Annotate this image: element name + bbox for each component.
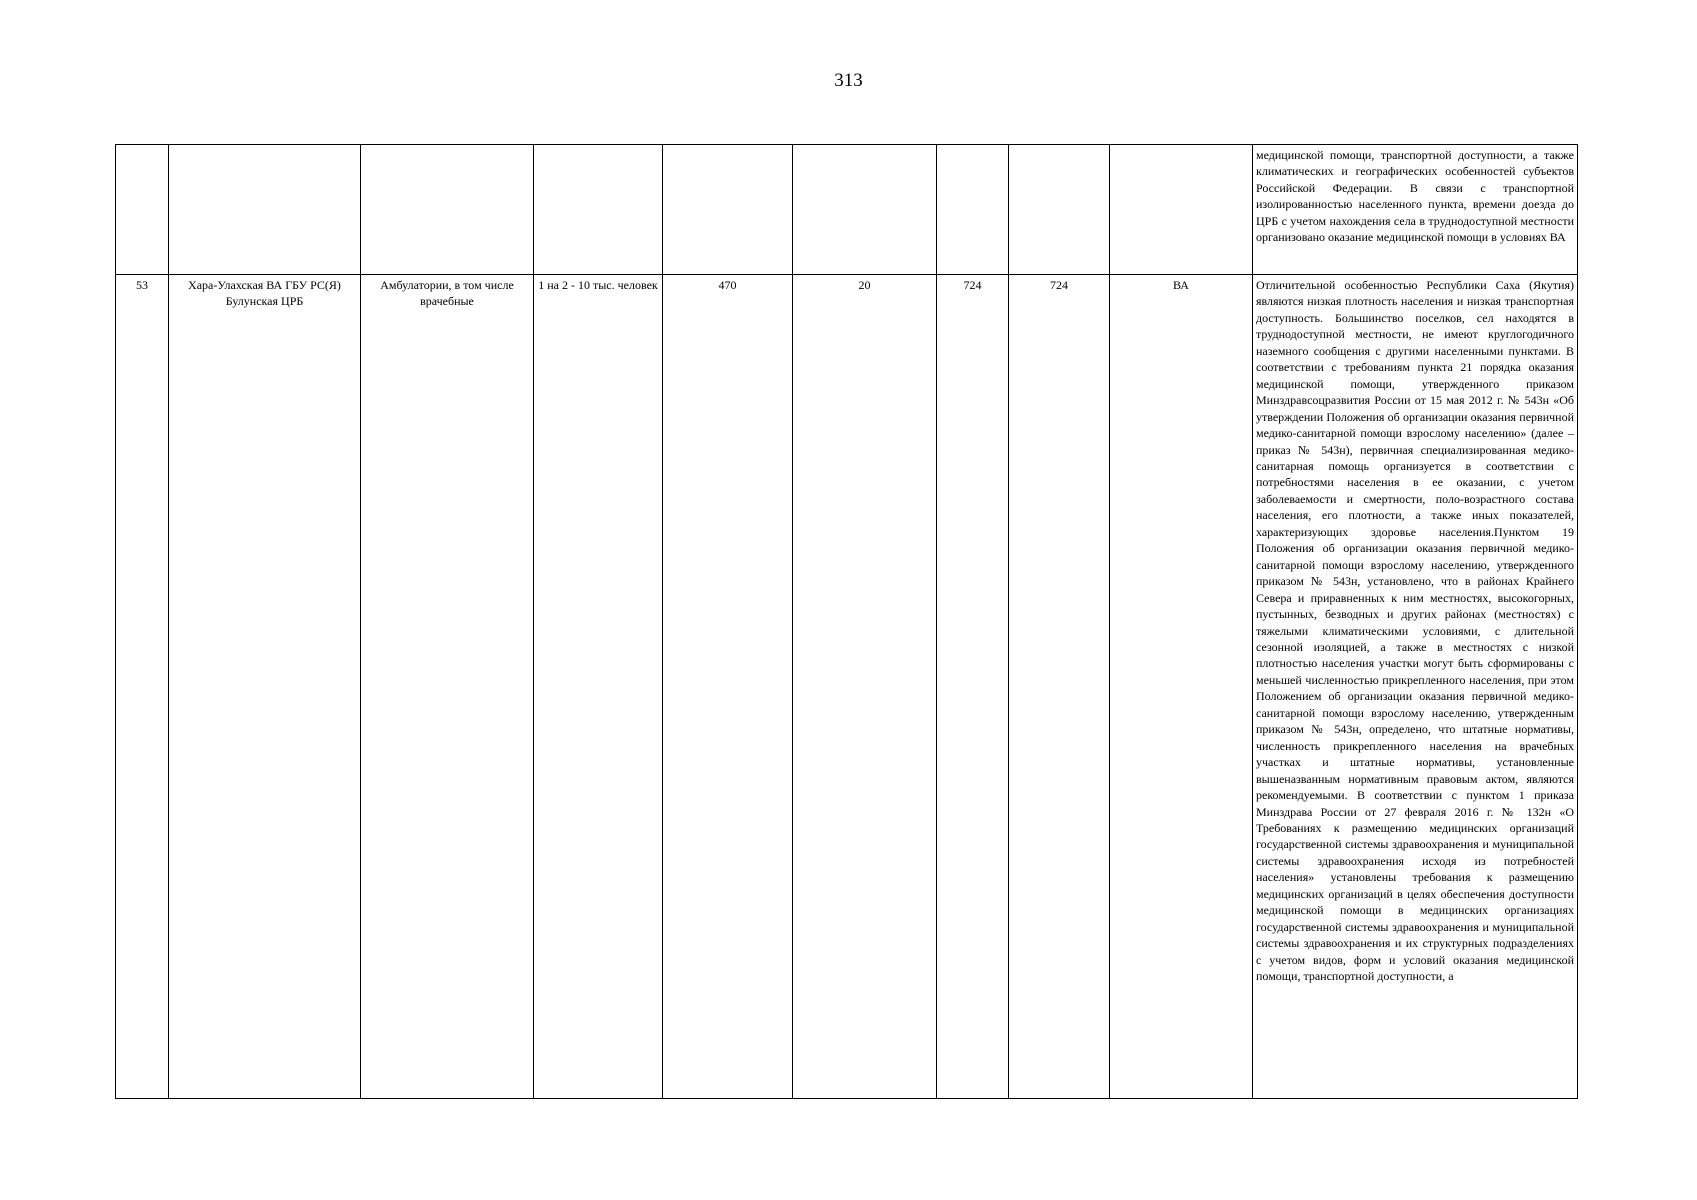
table-row	[116, 145, 1578, 275]
value-2	[1009, 145, 1110, 275]
distance	[793, 145, 937, 275]
category: ВА	[1110, 275, 1253, 1099]
facility-name: Хара-Улахская ВА ГБУ РС(Я) Булунская ЦРБ	[169, 275, 361, 1099]
facility-norm	[534, 145, 663, 275]
value-1: 724	[937, 275, 1009, 1099]
category	[1110, 145, 1253, 275]
population: 470	[663, 275, 793, 1099]
facility-type	[361, 145, 534, 275]
table-row	[116, 275, 1578, 1099]
value-1	[937, 145, 1009, 275]
population	[663, 145, 793, 275]
facility-type: Амбулатории, в том числе врачебные	[361, 275, 534, 1099]
distance: 20	[793, 275, 937, 1099]
row-number	[116, 145, 169, 275]
facilities-table	[115, 144, 1578, 1099]
facility-norm: 1 на 2 - 10 тыс. человек	[534, 275, 663, 1099]
page-number: 313	[834, 70, 863, 91]
facility-name	[169, 145, 361, 275]
row-number: 53	[116, 275, 169, 1099]
justification-text: медицинской помощи, транспортной доступности, а также климатических и географических особенностей субъектов Российской Федерации. В связи с транспортной изолированностью населенного пункта, времени доезда до ЦРБ с учетом нахождения села в труднодоступной местности организовано оказание медицинской помощи в условиях ВА	[1253, 145, 1578, 275]
justification-text: Отличительной особенностью Республики Саха (Якутия) являются низкая плотность населения и низкая транспортная доступность. Большинство поселков, сел находятся в труднодоступной местности, не имеют круглогодичного наземного сообщения с другими населенными пунктами. В соответствии с требованиям пункта 21 порядка оказания медицинской помощи, утвержденного приказом Минздравсоцразвития России от 15 мая 2012 г. № 543н «Об утверждении Положения об организации оказания первичной медико-санитарной помощи взрослому населению» (далее – приказ № 543н), первичная специализированная медико-санитарная помощь организуется в соответствии с потребностями населения в ее оказании, с учетом заболеваемости и смертности, поло-возрастного состава населения, его плотности, а также иных показателей, характеризующих здоровье населения.Пунктом 19 Положения об организации оказания первичной медико-санитарной помощи взрослому населению, утвержденного приказом № 543н, установлено, что в районах Крайнего Севера и приравненных к ним местностях, высокогорных, пустынных, безводных и других районах (местностях) с тяжелыми климатическими условиями, с длительной сезонной изоляцией, а также в местностях с низкой плотностью населения участки могут быть сформированы с меньшей численностью прикрепленного населения, при этом Положением об организации оказания первичной медико-санитарной помощи взрослому населению, утвержденным приказом № 543н, определено, что штатные нормативы, численность прикрепленного населения на врачебных участках и штатные нормативы, установленные вышеназванным нормативным правовым актом, являются рекомендуемыми. В соответствии с пунктом 1 приказа Минздрава России от 27 февраля 2016 г. № 132н «О Требованиях к размещению медицинских организаций государственной системы здравоохранения и муниципальной системы здравоохранения исходя из потребностей населения» установлены требования к размещению медицинских организаций в целях обеспечения доступности медицинской помощи в медицинских организациях государственной системы здравоохранения и муниципальной системы здравоохранения и их структурных подразделениях с учетом видов, форм и условий оказания медицинской помощи, транспортной доступности, а	[1253, 275, 1578, 1099]
value-2: 724	[1009, 275, 1110, 1099]
